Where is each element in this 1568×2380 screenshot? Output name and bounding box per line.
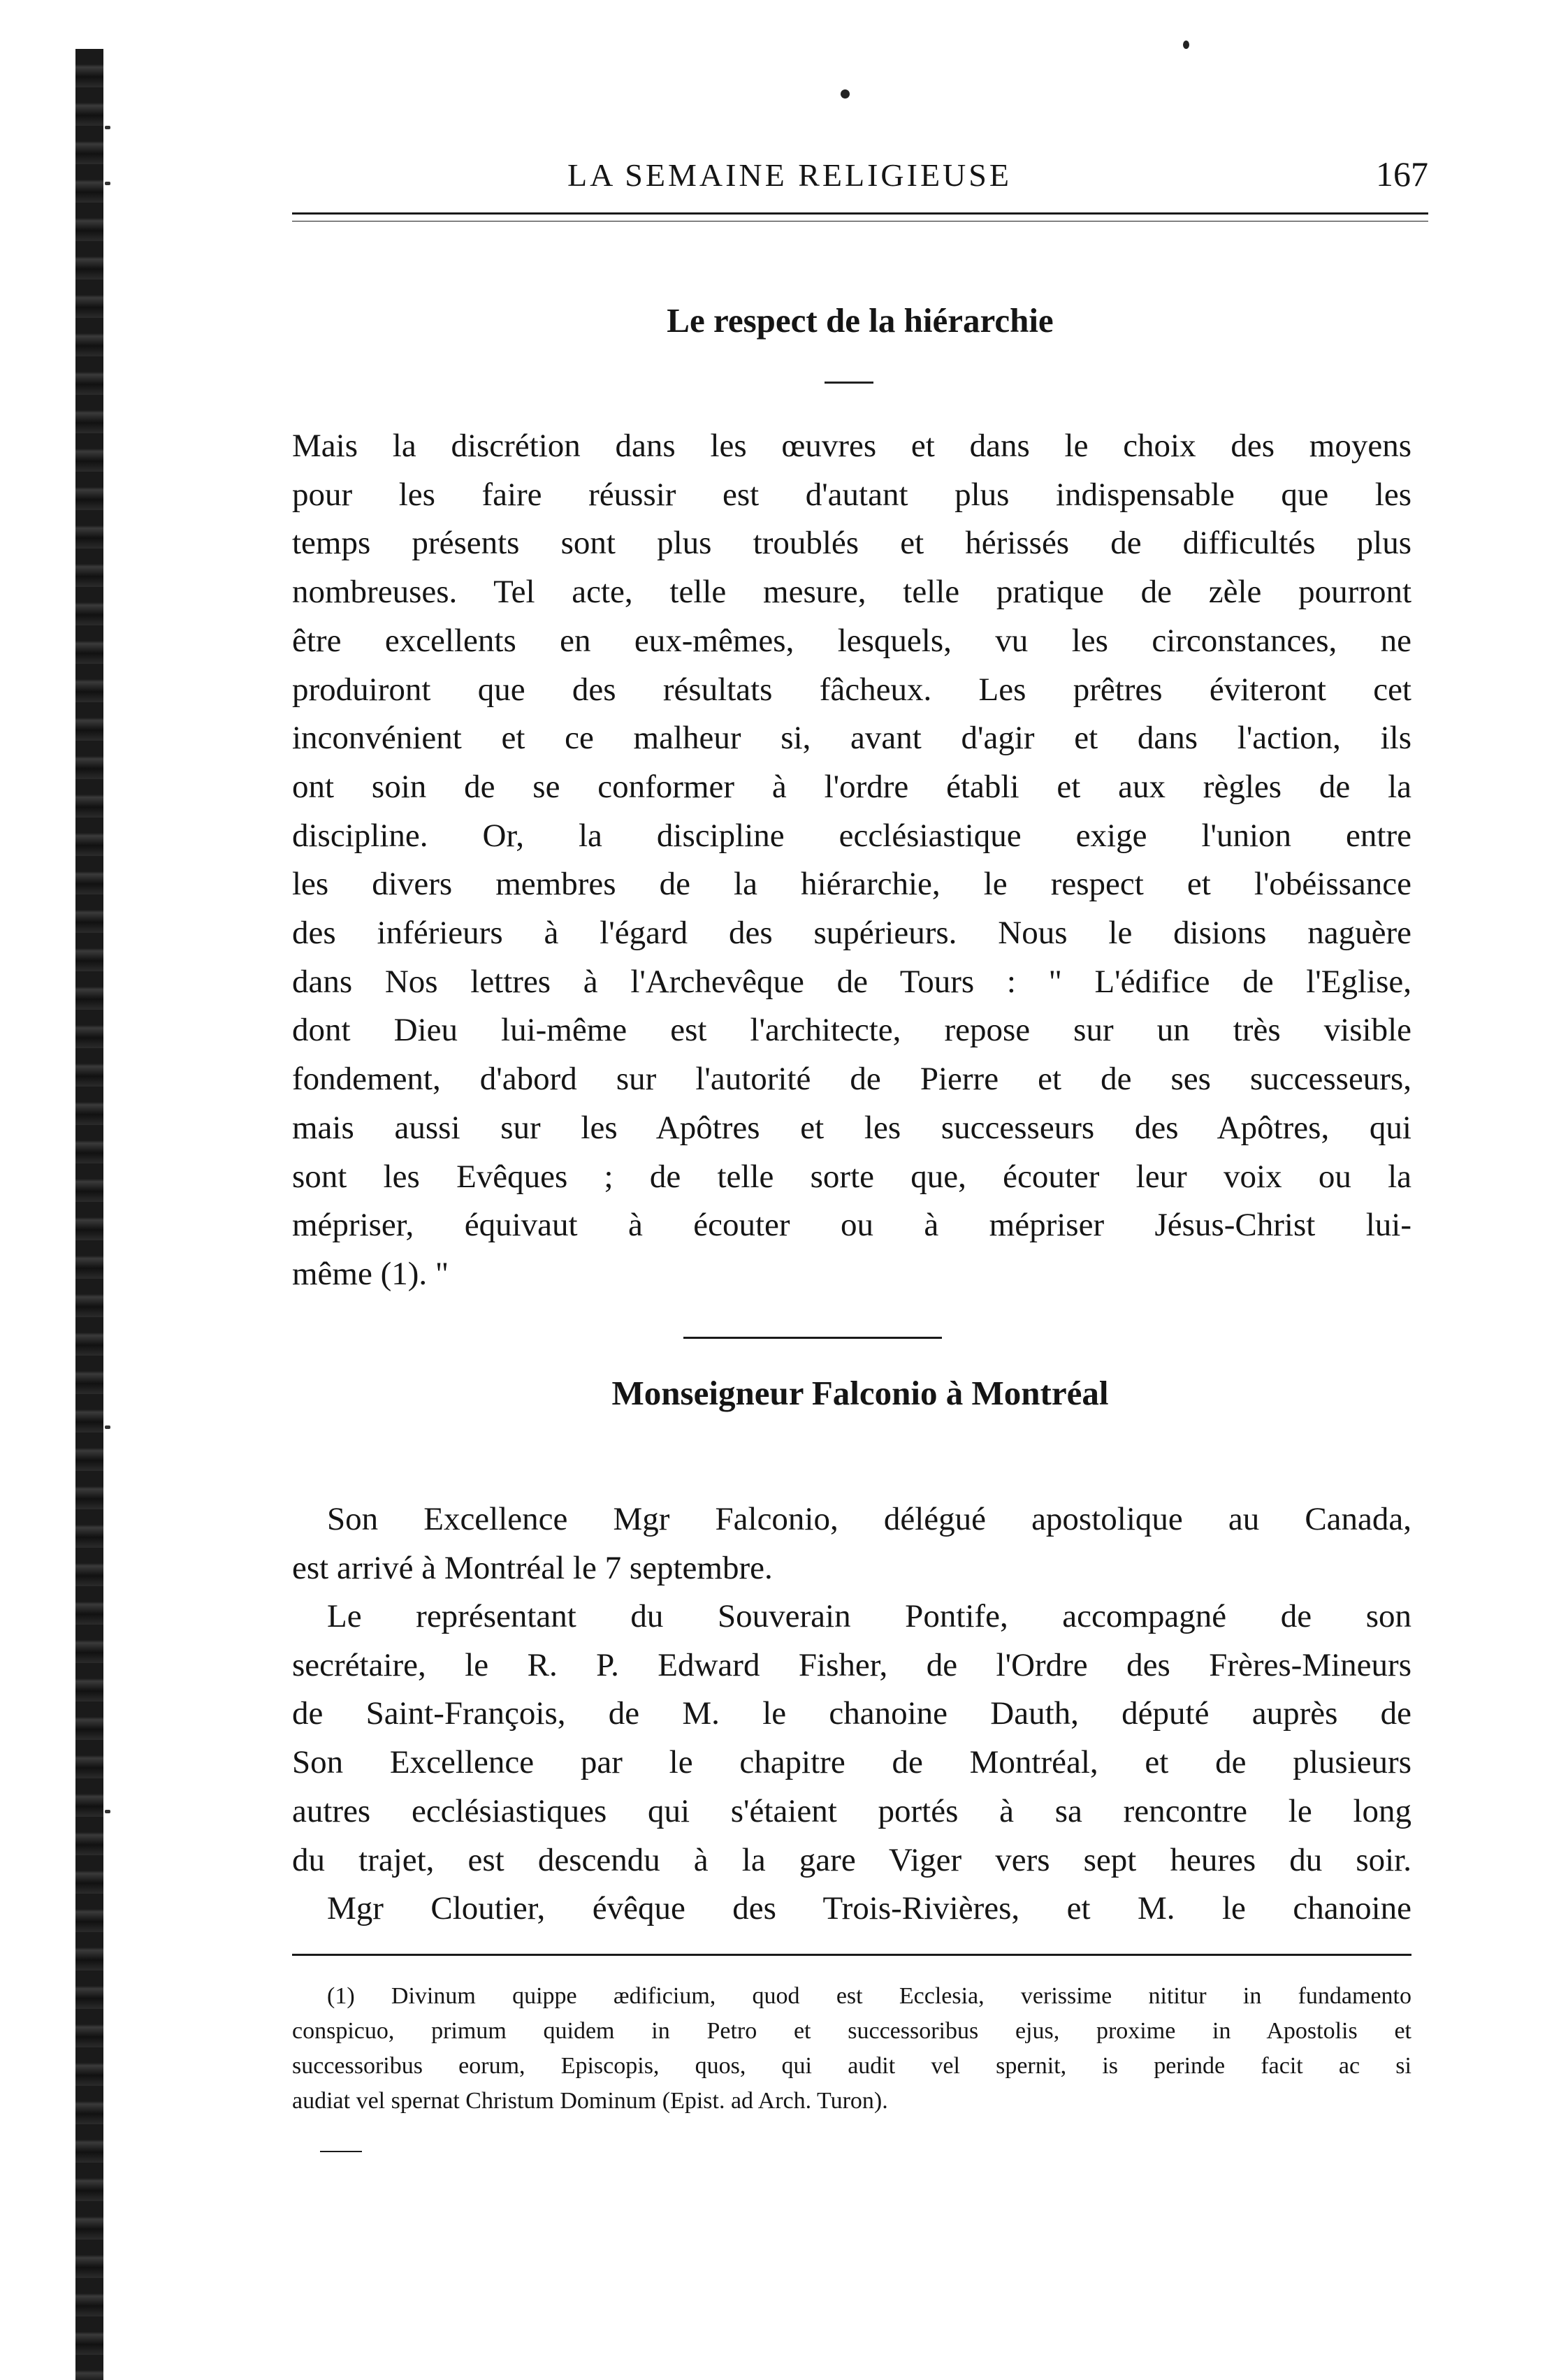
text-line: de Saint-François, de M. le chanoine Dauth, député auprès de — [292, 1695, 1411, 1732]
paragraph-hierarchy — [292, 422, 1411, 1299]
section-separator — [683, 1337, 942, 1339]
text-line: discipline. Or, la discipline ecclésiastique exige l'union entre — [292, 817, 1411, 854]
text-line: du trajet, est descendu à la gare Viger vers sept heures du soir. — [292, 1841, 1411, 1878]
footnote-line: conspicuo, primum quidem in Petro et successoribus ejus, proxime in Apostolis et — [292, 2018, 1411, 2044]
text-line: temps présents sont plus troublés et hérissés de difficultés plus — [292, 525, 1411, 562]
header-rule-thin — [292, 221, 1428, 222]
text-line: fondement, d'abord sur l'autorité de Pierre et de ses successeurs, — [292, 1061, 1411, 1098]
footnote-line: audiat vel spernat Christum Dominum (Epist. ad Arch. Turon). — [292, 2088, 888, 2114]
text-line: nombreuses. Tel acte, telle mesure, telle pratique de zèle pourront — [292, 574, 1411, 611]
section-title-falconio: Monseigneur Falconio à Montréal — [611, 1374, 1109, 1412]
title-dash — [825, 382, 873, 384]
footnote — [292, 1979, 1411, 2119]
text-line: Le représentant du Souverain Pontife, accompagné de son — [327, 1598, 1411, 1634]
footnote-line: (1) Divinum quippe ædificium, quod est Ecclesia, verissime nititur in fundamento — [327, 1983, 1411, 2009]
binding-speck — [105, 182, 110, 185]
page-number: 167 — [1376, 154, 1428, 194]
text-line: être excellents en eux-mêmes, lesquels, vu les circonstances, ne — [292, 622, 1411, 659]
text-line: les divers membres de la hiérarchie, le respect et l'obéissance — [292, 866, 1411, 903]
text-line: mais aussi sur les Apôtres et les successeurs des Apôtres, qui — [292, 1109, 1411, 1146]
text-line: sont les Evêques ; de telle sorte que, écouter leur voix ou la — [292, 1158, 1411, 1195]
binding-speck — [105, 126, 110, 129]
paragraph-cloutier — [292, 1885, 1411, 1933]
page-end-mark — [320, 2151, 362, 2152]
text-line: Son Excellence par le chapitre de Montréal, et de plusieurs — [292, 1744, 1411, 1781]
text-line: autres ecclésiastiques qui s'étaient portés à sa rencontre le long — [292, 1792, 1411, 1829]
text-line: Mgr Cloutier, évêque des Trois-Rivières, et M. le chanoine — [327, 1890, 1411, 1927]
running-title: LA SEMAINE RELIGIEUSE — [567, 157, 1012, 193]
header-rule — [292, 212, 1428, 215]
footnote-rule — [292, 1954, 1411, 1956]
text-line: dont Dieu lui-même est l'architecte, repose sur un très visible — [292, 1012, 1411, 1049]
running-header — [292, 154, 1428, 198]
paragraph-falconio-arrival — [292, 1495, 1411, 1592]
footnote-line: successoribus eorum, Episcopis, quos, qui audit vel spernit, is perinde facit ac si — [292, 2053, 1411, 2079]
text-line: Son Excellence Mgr Falconio, délégué apostolique au Canada, — [327, 1501, 1411, 1537]
text-line: ont soin de se conformer à l'ordre établi et aux règles de la — [292, 768, 1411, 805]
section-title-hierarchy: Le respect de la hiérarchie — [667, 301, 1054, 340]
text-line: secrétaire, le R. P. Edward Fisher, de l'Ordre des Frères-Mineurs — [292, 1646, 1411, 1683]
binding-speck — [105, 1425, 110, 1429]
text-line: même (1). " — [292, 1255, 449, 1292]
text-line: est arrivé à Montréal le 7 septembre. — [292, 1549, 773, 1586]
binding-speck — [105, 1810, 110, 1813]
binding-edge — [75, 49, 103, 2380]
text-line: mépriser, équivaut à écouter ou à mépriser Jésus-Christ lui- — [292, 1207, 1411, 1244]
text-line: inconvénient et ce malheur si, avant d'agir et dans l'action, ils — [292, 720, 1411, 757]
text-line: produiront que des résultats fâcheux. Les prêtres éviteront cet — [292, 671, 1411, 708]
text-line: Mais la discrétion dans les œuvres et dans le choix des moyens — [292, 428, 1411, 464]
paragraph-falconio-escort — [292, 1592, 1411, 1885]
print-speck — [1183, 41, 1189, 49]
text-line: dans Nos lettres à l'Archevêque de Tours : " L'édifice de l'Eglise, — [292, 963, 1411, 1000]
text-line: des inférieurs à l'égard des supérieurs. Nous le disions naguère — [292, 915, 1411, 952]
text-line: pour les faire réussir est d'autant plus indispensable que les — [292, 476, 1411, 513]
print-speck — [841, 89, 850, 99]
